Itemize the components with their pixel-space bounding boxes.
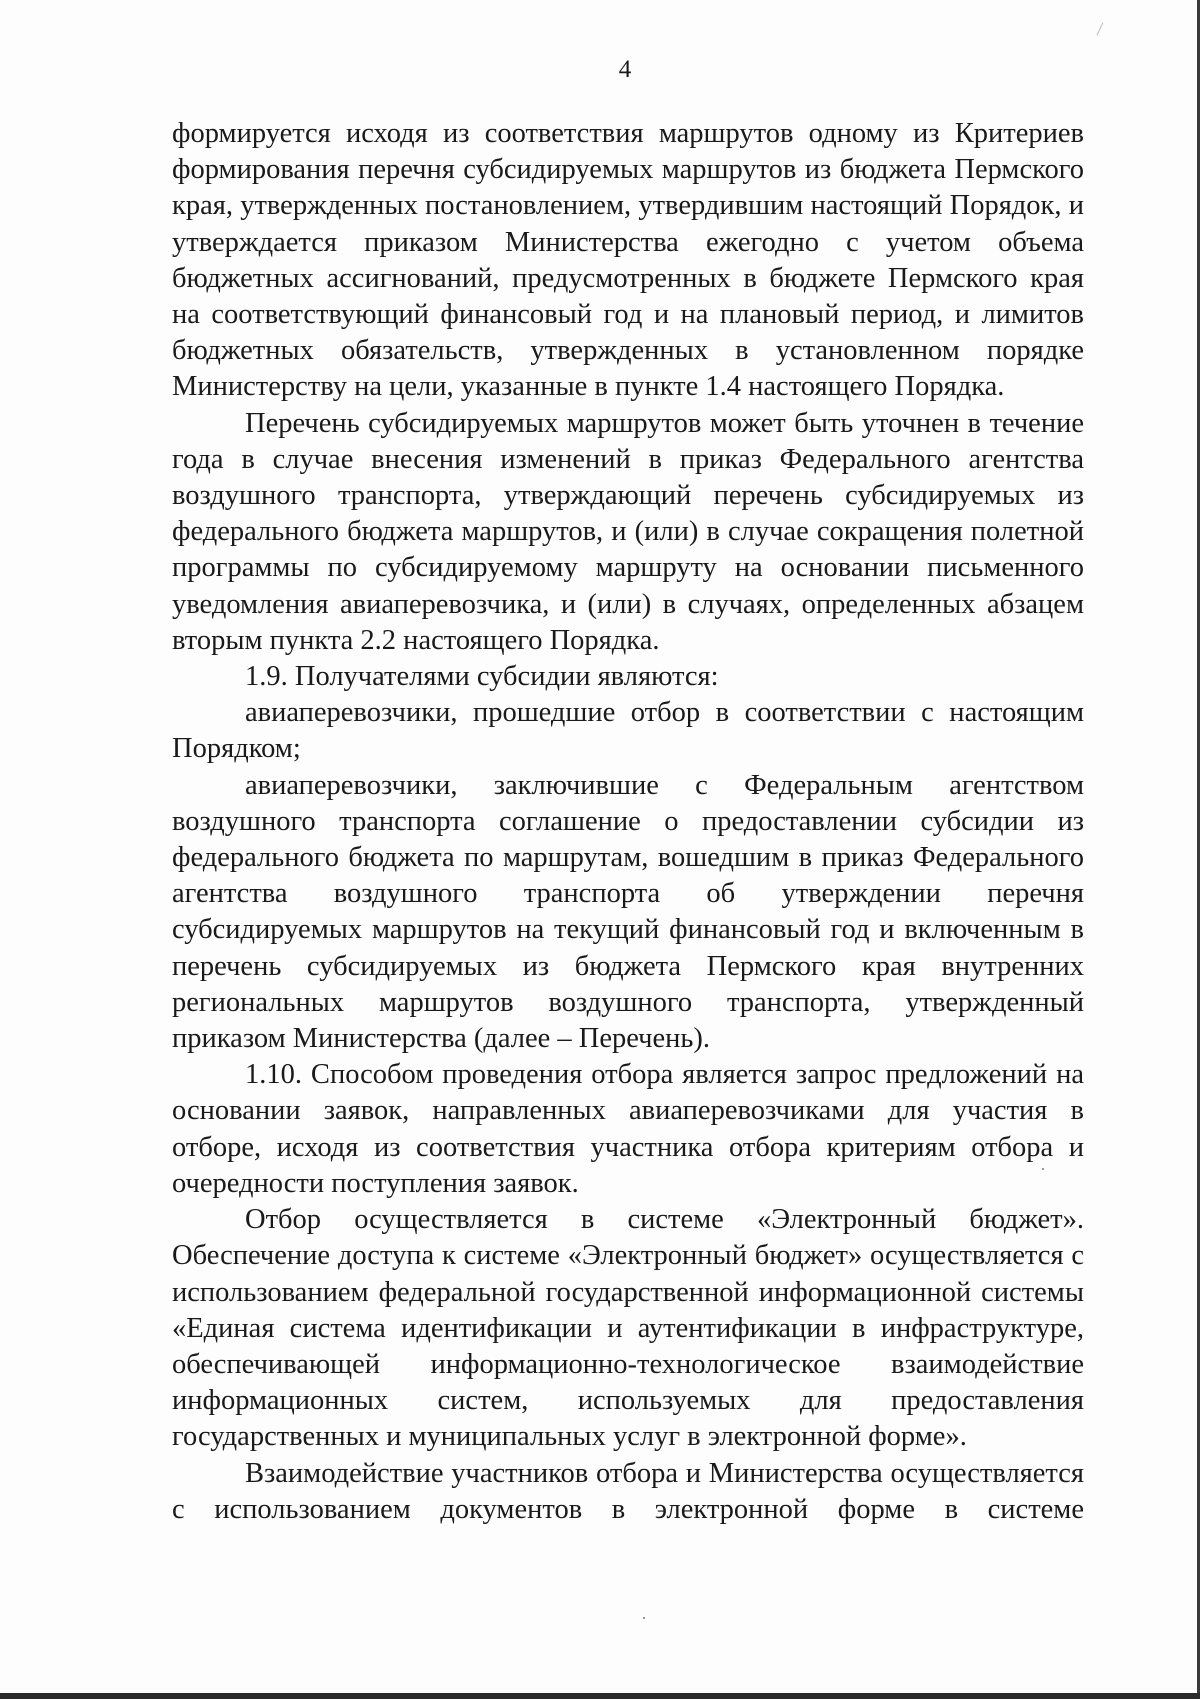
- scan-speck: [1042, 1168, 1044, 1170]
- paragraph-route-list-update: Перечень субсидируемых маршрутов может быть уточнен в течение года в случае внесения изменений в приказ Федерального агентства воздушного транспорта, утверждающий перечень субсидируемых из федерального бюджета маршрутов, и (или) в случае сокращения полетной программы по субсидируемому маршруту на основании письменного уведомления авиаперевозчика, и (или) в случаях, определенных абзацем вторым пункта 2.2 настоящего Порядка.: [172, 407, 1084, 656]
- paragraph-recipients-selected: авиаперевозчики, прошедшие отбор в соответствии с настоящим Порядком;: [172, 697, 1084, 765]
- paragraph-recipients-agreement: авиаперевозчики, заключившие с Федеральным агентством воздушного транспорта соглашение о предоставлении субсидии из федерального бюджета по маршрутам, вошедшим в приказ Федерального агентства воздушного транспорта об утверждении перечня субсидируемых маршрутов на текущий финансовый год и включенным в перечень субсидируемых из бюджета Пермского края внутренних региональных маршрутов воздушного транспорта, утвержденный приказом Министерства (далее – Перечень).: [172, 769, 1084, 1055]
- scan-mark: [1097, 22, 1113, 39]
- document-body: [172, 116, 1084, 1528]
- page-number: 4: [618, 56, 632, 83]
- scan-speck: [643, 1617, 645, 1619]
- paragraph-continuation: формируется исходя из соответствия маршрутов одному из Критериев формирования перечня субсидируемых маршрутов из бюджета Пермского края, утвержденных постановлением, утвердившим настоящий Порядок, и утверждается приказом Министерства ежегодно с учетом объема бюджетных ассигнований, предусмотренных в бюджете Пермского края на соответствующий финансовый год и на плановый период, и лимитов бюджетных обязательств, утвержденных в установленном порядке Министерству на цели, указанные в пункте 1.4 настоящего Порядка.: [172, 118, 1084, 403]
- paragraph-electronic-budget: Отбор осуществляется в системе «Электронный бюджет». Обеспечение доступа к системе «Электронный бюджет» осуществляется с использованием федеральной государственной информационной системы «Единая система идентификации и аутентификации в инфраструктуре, обеспечивающей информационно-технологическое взаимодействие информационных систем, используемых для предоставления государственных и муниципальных услуг в электронной форме».: [172, 1204, 1084, 1453]
- paragraph-clause-1-9: 1.9. Получателями субсидии являются:: [245, 661, 719, 693]
- scan-edge-bottom: [0, 1693, 1200, 1699]
- paragraph-interaction: Взаимодействие участников отбора и Министерства осуществляется с использованием документов в электронной форме в системе: [172, 1457, 1084, 1525]
- paragraph-clause-1-10: 1.10. Способом проведения отбора является запрос предложений на основании заявок, направленных авиаперевозчиками для участия в отборе, исходя из соответствия участника отбора критериям отбора и очередности поступления заявок.: [172, 1059, 1084, 1199]
